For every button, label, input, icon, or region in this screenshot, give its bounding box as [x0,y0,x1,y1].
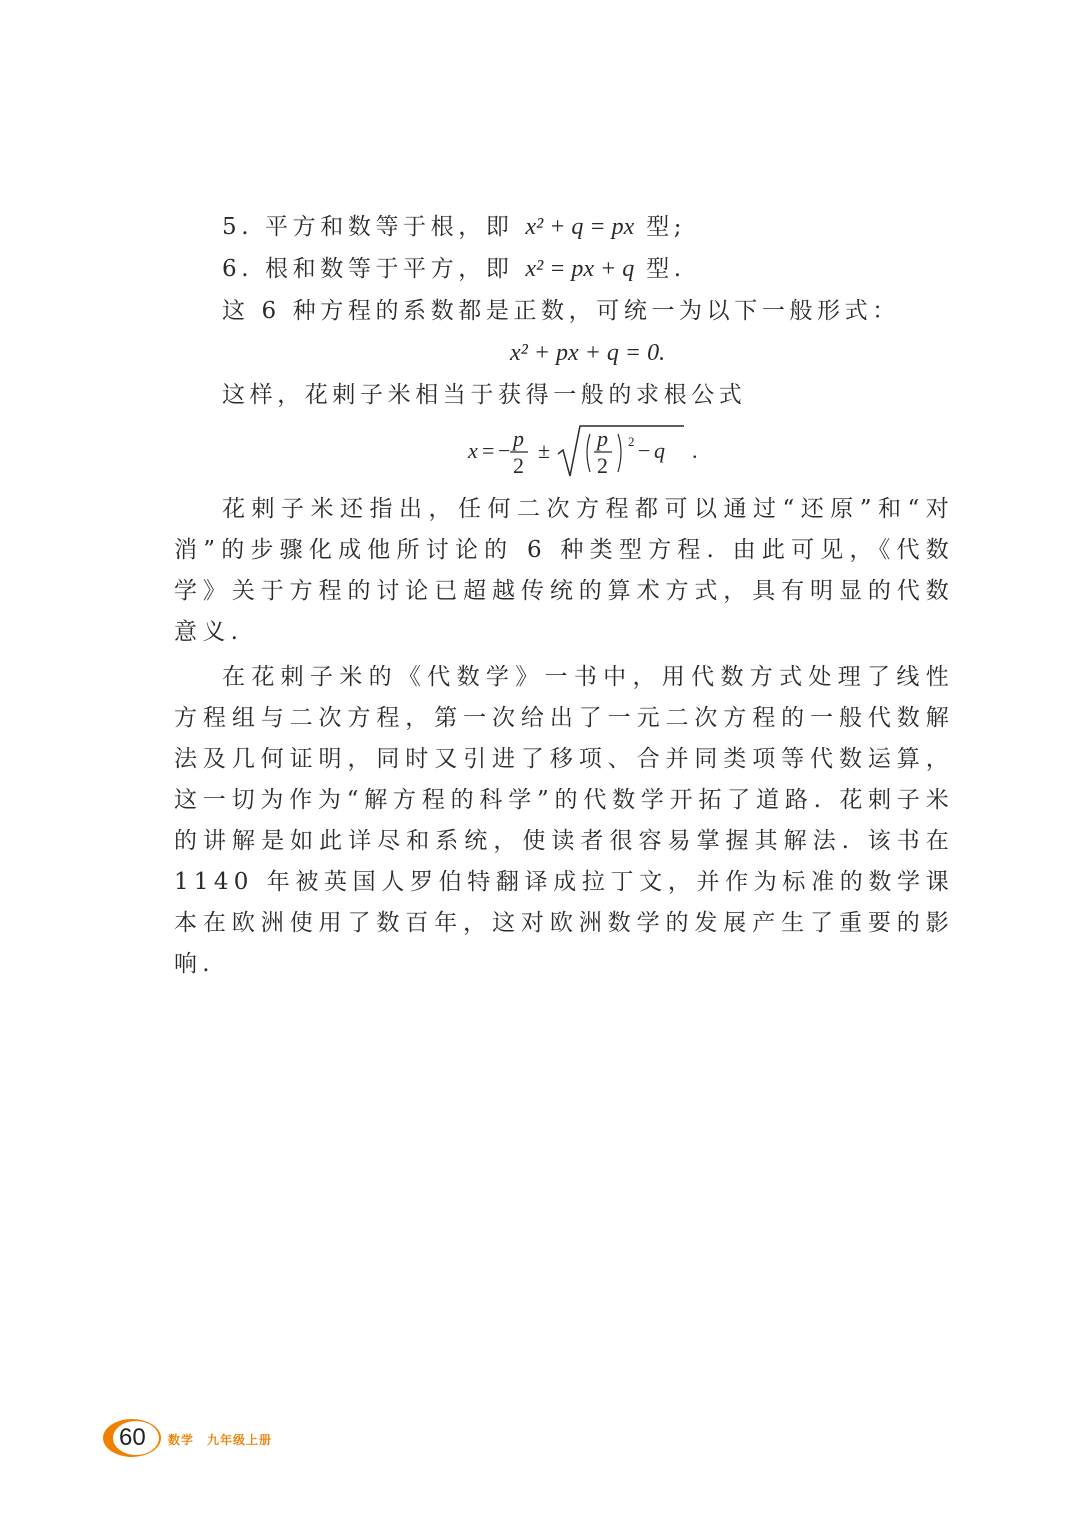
item-6-label: 6. 根和数等于平方，即 [222,256,514,282]
svg-text:x: x [468,438,478,463]
list-item-5 [222,212,686,242]
svg-text:2: 2 [513,453,524,478]
item-5-formula: x² + q = px [525,214,635,240]
body-text [174,489,954,985]
root-formula-intro: 这样，花剌子米相当于获得一般的求根公式 [222,382,747,408]
paragraph-1: 花剌子米还指出，任何二次方程都可以通过“还原”和“对消”的步骤化成他所讨论的 6 种类型方程. 由此可见，《代数学》关于方程的讨论已超越传统的算术方式，具有明显的代数意义. [174,496,954,645]
item-5-suffix: 型; [646,214,687,240]
general-form-formula: x² + px + q = 0. [510,340,666,366]
svg-text:−: − [638,438,651,463]
item-5-label: 5. 平方和数等于根，即 [222,214,514,240]
svg-text:2: 2 [597,453,608,478]
svg-text:p: p [597,426,608,451]
svg-text:.: . [692,438,698,463]
root-formula [466,420,706,484]
svg-text:−: − [498,438,511,463]
svg-text:p: p [513,426,524,451]
item-6-suffix: 型. [646,256,686,282]
svg-text:±: ± [538,438,551,463]
unify-sentence: 这 6 种方程的系数都是正数，可统一为以下一般形式： [222,298,900,324]
book-title: 数学 九年级上册 [168,1433,273,1447]
list-item-6 [222,254,686,284]
item-6-formula: x² = px + q [525,256,635,282]
svg-text:=: = [482,438,495,463]
page-number: 60 [119,1424,146,1451]
svg-text:q: q [654,438,665,463]
root-formula-graphic [466,420,706,484]
svg-text:2: 2 [628,434,635,449]
paragraph-2: 在花剌子米的《代数学》一书中，用代数方式处理了线性方程组与二次方程，第一次给出了一元二次方程的一般代数解法及几何证明，同时又引进了移项、合并同类项等代数运算，这一切为作为“解方程的科学”的代数学开拓了道路. 花剌子米的讲解是如此详尽和系统，使读者很容易掌握其解法. 该书在 1140 年被英国人罗伯特翻译成拉丁文，并作为标准的数学课本在欧洲使用了数百年，这对欧洲数学的发展产生了重要的影响. [174,664,954,977]
